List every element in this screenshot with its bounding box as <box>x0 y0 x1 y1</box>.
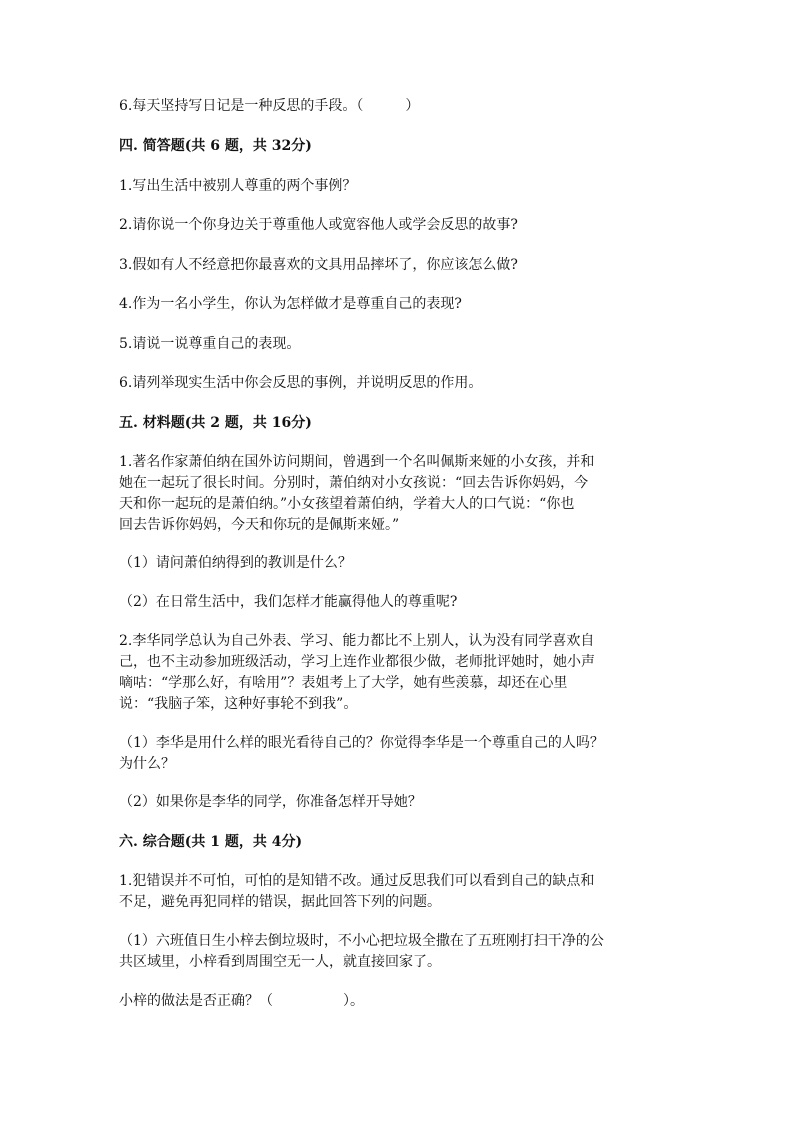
material-2-question-1 <box>119 733 679 775</box>
material-2-question-2: （2）如果你是李华的同学，你准备怎样开导她？ <box>119 794 422 810</box>
short-answer-item: 6.请列举现实生活中你会反思的事例，并说明反思的作用。 <box>119 375 483 391</box>
passage-line: 说：“我脑子笨，这种好事轮不到我”。 <box>119 696 358 712</box>
material-2-passage <box>119 631 679 715</box>
section-6-heading: 六. 综合题(共 1 题，共 4分) <box>119 834 303 850</box>
passage-line: 1.著名作家萧伯纳在国外访问期间，曾遇到一个名叫佩斯来娅的小女孩，并和 <box>119 454 595 470</box>
question-line: （1）李华是用什么样的眼光看待自己的？你觉得李华是一个尊重自己的人吗？ <box>119 735 604 751</box>
short-answer-item: 2.请你说一个你身边关于尊重他人或宽容他人或学会反思的故事? <box>119 217 518 233</box>
short-answer-item: 1.写出生活中被别人尊重的两个事例？ <box>119 178 357 194</box>
material-1-question-2: （2）在日常生活中，我们怎样才能赢得他人的尊重呢? <box>119 594 458 610</box>
comprehensive-intro <box>119 871 679 913</box>
passage-line: 己，也不主动参加班级活动，学习上连作业都很少做，老师批评她时，她小声 <box>119 654 595 670</box>
section-4-heading: 四. 简答题(共 6 题，共 32分) <box>119 138 312 154</box>
passage-line: 天和你一起玩的是萧伯纳。”小女孩望着萧伯纳，学着大人的口气说：“你也 <box>119 496 575 512</box>
section-5-heading: 五. 材料题(共 2 题，共 16分) <box>119 415 312 431</box>
short-answer-item: 4.作为一名小学生，你认为怎样做才是尊重自己的表现? <box>119 296 462 312</box>
question-6-true-false: 6.每天坚持写日记是一种反思的手段。（ ） <box>119 98 420 114</box>
comprehensive-question: 小梓的做法是否正确？（ ）。 <box>119 993 364 1009</box>
question-line: 为什么？ <box>119 756 175 772</box>
passage-line: 嘀咕：“学那么好，有啥用”？表姐考上了大学，她有些羡慕，却还在心里 <box>119 675 568 691</box>
subquestion-line: （1）六班值日生小梓去倒垃圾时，不小心把垃圾全撒在了五班刚打扫干净的公 <box>119 933 604 949</box>
short-answer-item: 5.请说一说尊重自己的表现。 <box>119 336 301 352</box>
material-1-question-1: （1）请问萧伯纳得到的教训是什么？ <box>119 555 352 571</box>
passage-line: 2.李华同学总认为自己外表、学习、能力都比不上别人，认为没有同学喜欢自 <box>119 633 595 649</box>
subquestion-line: 共区域里，小梓看到周围空无一人，就直接回家了。 <box>119 954 441 970</box>
intro-line: 1.犯错误并不可怕，可怕的是知错不改。通过反思我们可以看到自己的缺点和 <box>119 873 595 889</box>
short-answer-item: 3.假如有人不经意把你最喜欢的文具用品摔坏了，你应该怎么做? <box>119 257 518 273</box>
passage-line: 她在一起玩了很长时间。分别时，萧伯纳对小女孩说：“回去告诉你妈妈，今 <box>119 475 589 491</box>
comprehensive-subquestion-1 <box>119 931 679 973</box>
material-1-passage <box>119 452 679 536</box>
intro-line: 不足，避免再犯同样的错误，据此回答下列的问题。 <box>119 894 441 910</box>
passage-line: 回去告诉你妈妈，今天和你玩的是佩斯来娅。” <box>119 517 400 533</box>
